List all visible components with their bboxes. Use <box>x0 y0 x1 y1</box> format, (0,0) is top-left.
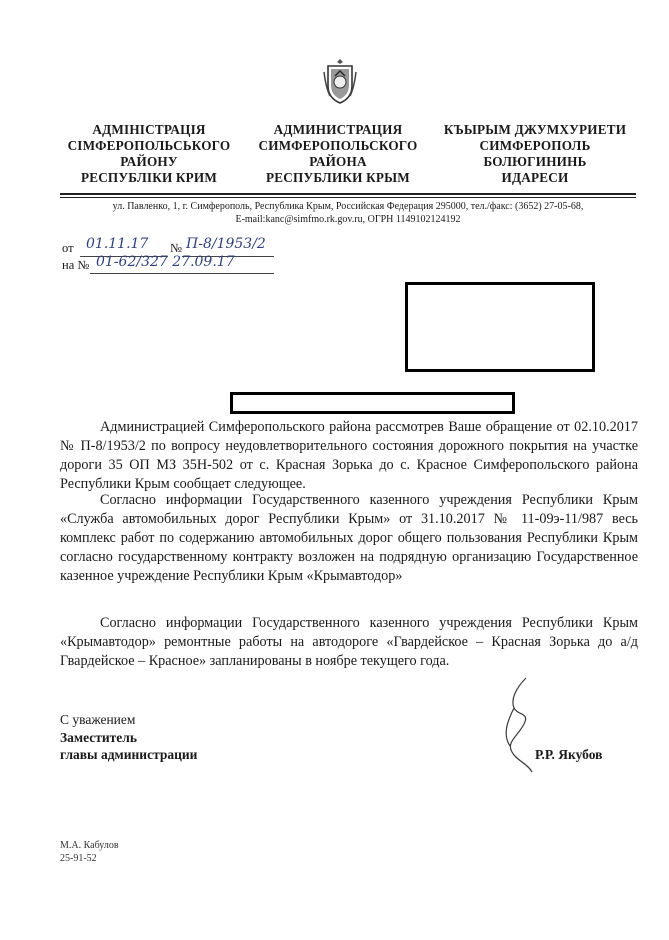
header-rule-thick <box>60 193 636 195</box>
incoming-number-underline <box>90 273 274 274</box>
redacted-addressee-box <box>405 282 595 372</box>
header-russian: АДМИНИСТРАЦИЯ СИМФЕРОПОЛЬСКОГО РАЙОНА РЕСПУБЛИКИ КРЫМ <box>258 122 418 185</box>
signatory-title-line2: главы администрации <box>60 747 198 762</box>
incoming-number: 01-62/327 27.09.17 <box>96 254 235 270</box>
from-date: 01.11.17 <box>86 236 149 252</box>
address-line: ул. Павленко, 1, г. Симферополь, Республика Крым, Российская Федерация 295000, тел./факс: (3652) 27-05-68, <box>112 201 584 212</box>
body-paragraph-2: Согласно информации Государственного казенного учреждения Республики Крым «Служба автомобильных дорог Республики Крым» от 31.10.2017 № 11-09э-11/987 весь комплекс работ по содержанию автомобильных дорог общего пользования Республики Крым согласно государственному контракту возложен на подрядную организацию Государственное казенное учреждение Республики Крым «Крымавтодор» <box>60 492 638 584</box>
header-rule-thin <box>60 197 636 198</box>
signatory-name: Р.Р. Якубов <box>535 747 603 762</box>
body-paragraph-1: Администрацией Симферопольского района рассмотрев Ваше обращение от 02.10.2017 № П-8/1953/2 по вопросу неудовлетворительного состояния дорожного покрытия на участке дороги 35 ОП МЗ 35Н-502 от с. Красная Зорька до с. Красное Симферопольского района Республики Крым сообщает следующее. <box>60 419 638 492</box>
header-crimean-tatar: КЪЫРЫМ ДЖУМХУРИЕТИ СИМФЕРОПОЛЬ БОЛЮГИНИНЬ ИДАРЕСИ <box>443 122 627 185</box>
from-label: от <box>62 241 74 255</box>
signatory-title-line1: Заместитель <box>60 730 137 745</box>
body-paragraph-3: Согласно информации Государственного казенного учреждения Республики Крым «Крымавтодор» ремонтные работы на автодороге «Гвардейское – Красная Зорька до а/д Гвардейское – Красное» запланированы в ноябре текущего года. <box>60 615 638 669</box>
number-label: № <box>170 241 182 255</box>
executor-phone: 25-91-52 <box>60 853 97 864</box>
handwritten-signature <box>488 676 548 776</box>
closing-regards: С уважением <box>60 712 136 727</box>
outgoing-number: П-8/1953/2 <box>186 236 266 252</box>
contact-line: E-mail:kanc@simfmo.rk.gov.ru, ОГРН 1149102124192 <box>235 214 461 225</box>
incoming-label: на № <box>62 258 90 272</box>
executor-name: М.А. Кабулов <box>60 840 119 851</box>
redacted-salutation-box <box>230 392 515 414</box>
header-ukrainian: АДМІНІСТРАЦІЯ СІМФЕРОПОЛЬСЬКОГО РАЙОНУ РЕСПУБЛІКИ КРИМ <box>67 122 231 185</box>
coat-of-arms-emblem <box>322 58 358 104</box>
